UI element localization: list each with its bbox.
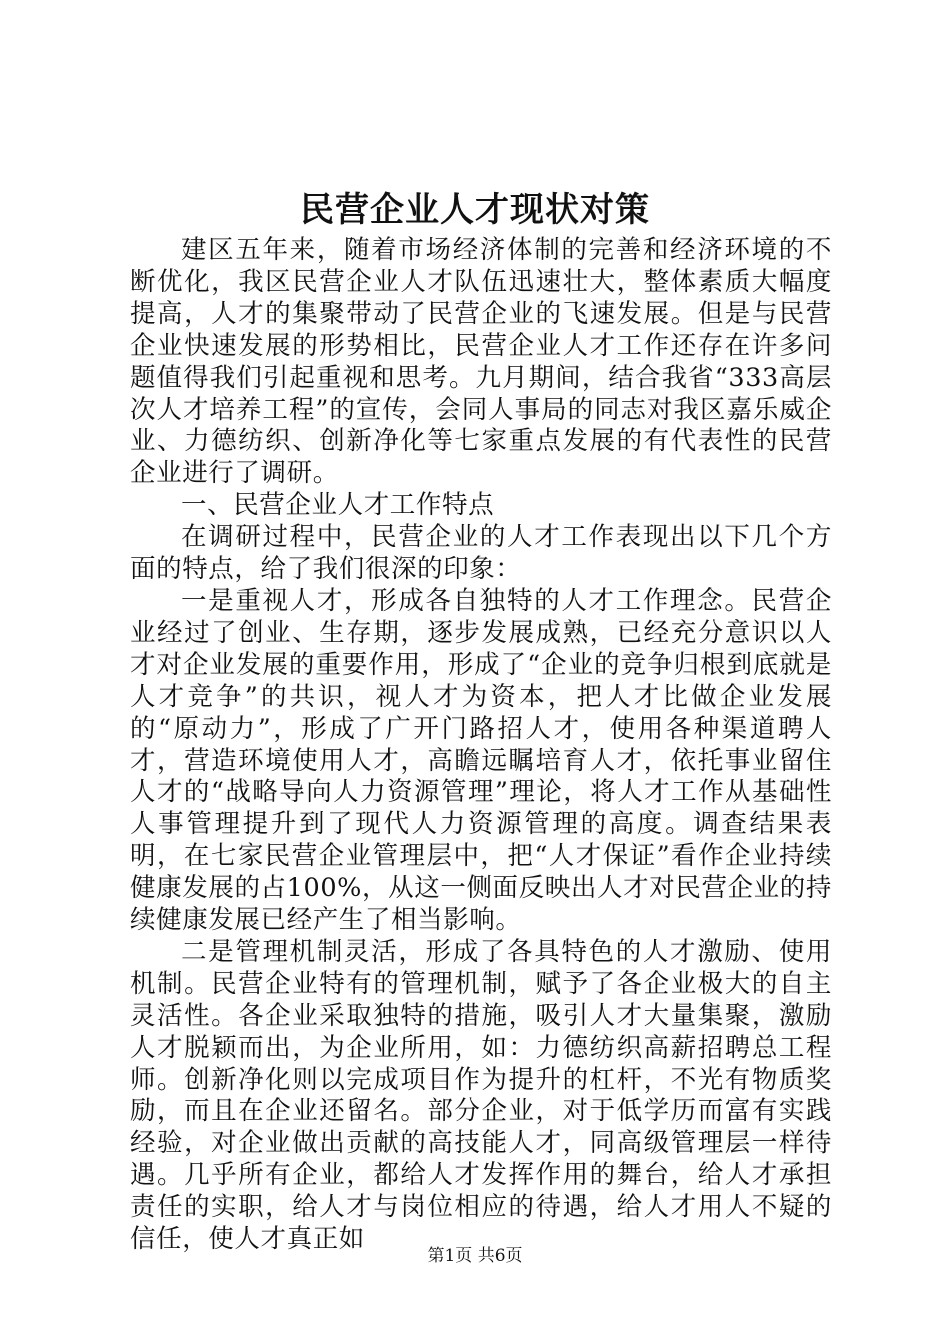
document-title: 民营企业人才现状对策: [300, 190, 650, 230]
paragraph-point-one: 一是重视人才，形成各自独特的人才工作理念。民营企业经过了创业、生存期，逐步发展成熟，已经充分意识以人才对企业发展的重要作用，形成了“企业的竞争归根到底就是人才竞争”的共识，视人才为资本，把人才比做企业发展的“原动力”，形成了广开门路招人才，使用各种渠道聘人才，营造环境使用人才，高瞻远瞩培育人才，依托事业留住人才的“战略导向人力资源管理”理论，将人才工作从基础性人事管理提升到了现代人力资源管理的高度。调查结果表明，在七家民营企业管理层中，把“人才保证”看作企业持续健康发展的占100%，从这一侧面反映出人才对民营企业的持续健康发展已经产生了相当影响。: [130, 585, 832, 936]
document-body: [130, 235, 832, 1256]
paragraph-section-intro: 在调研过程中，民营企业的人才工作表现出以下几个方面的特点，给了我们很深的印象：: [130, 522, 832, 585]
page-number-footer: 第1页 共6页: [427, 1246, 523, 1266]
paragraph-point-two: 二是管理机制灵活，形成了各具特色的人才激励、使用机制。民营企业特有的管理机制，赋予了各企业极大的自主灵活性。各企业采取独特的措施，吸引人才大量集聚，激励人才脱颖而出，为企业所用，如：力德纺织高薪招聘总工程师。创新净化则以完成项目作为提升的杠杆，不光有物质奖励，而且在企业还留名。部分企业，对于低学历而富有实践经验，对企业做出贡献的高技能人才，同高级管理层一样待遇。几乎所有企业，都给人才发挥作用的舞台，给人才承担责任的实职，给人才与岗位相应的待遇，给人才用人不疑的信任，使人才真正如: [130, 936, 832, 1255]
paragraph-intro: 建区五年来，随着市场经济体制的完善和经济环境的不断优化，我区民营企业人才队伍迅速壮大，整体素质大幅度提高，人才的集聚带动了民营企业的飞速发展。但是与民营企业快速发展的形势相比，民营企业人才工作还存在许多问题值得我们引起重视和思考。九月期间，结合我省“333高层次人才培养工程”的宣传，会同人事局的同志对我区嘉乐威企业、力德纺织、创新净化等七家重点发展的有代表性的民营企业进行了调研。: [130, 235, 832, 489]
section-heading: 一、民营企业人才工作特点: [181, 490, 495, 521]
